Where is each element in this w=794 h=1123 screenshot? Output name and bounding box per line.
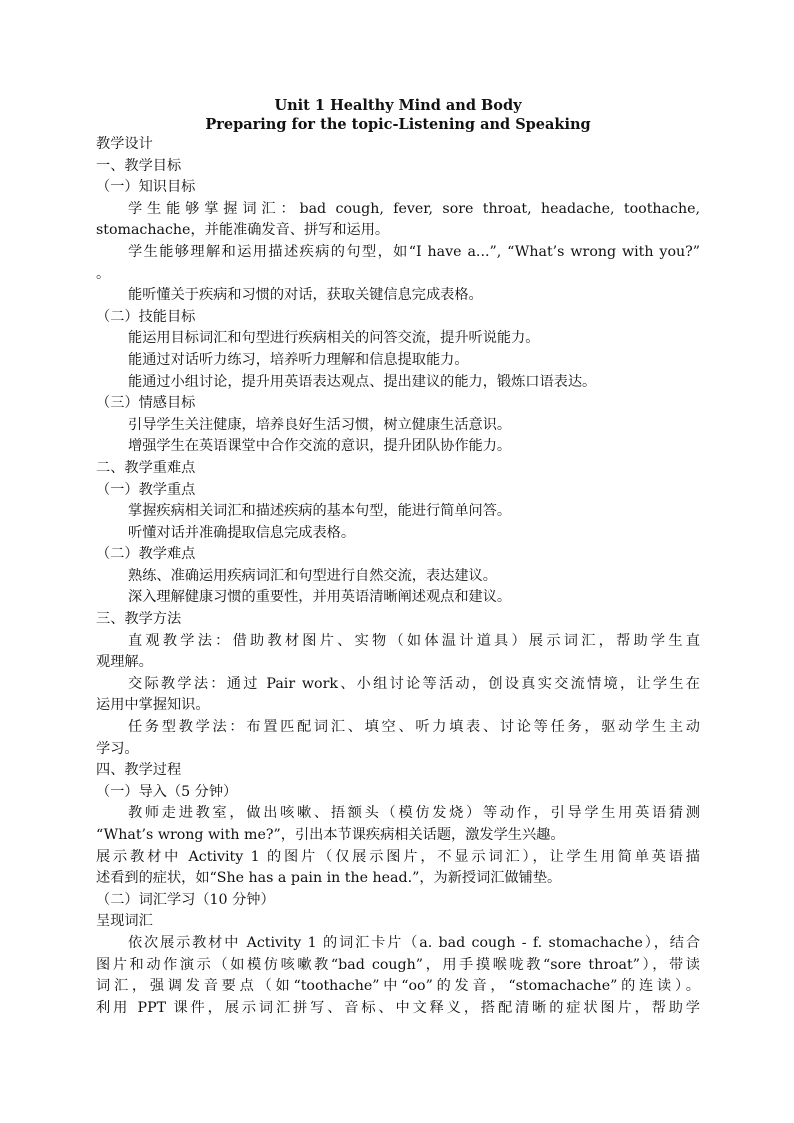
paragraph-line: 图片和动作演示（如模仿咳嗽教“bad cough”，用手摸喉咙教“sore throat”），带读 xyxy=(96,956,700,973)
paragraph-line: 能通过对话听力练习，培养听力理解和信息提取能力。 xyxy=(128,351,469,368)
paragraph-line: 述看到的症状，如“She has a pain in the head.”，为新授词汇做铺垫。 xyxy=(96,870,562,887)
paragraph-line: stomachache，并能准确发音、拼写和运用。 xyxy=(96,222,390,239)
paragraph-line: 观理解。 xyxy=(96,654,153,671)
subsection-heading: （一）教学重点 xyxy=(96,481,196,498)
paragraph-line: 词汇，强调发音要点（如“toothache”中“oo”的发音，“stomachache”的连读）。 xyxy=(96,978,700,995)
subsection-heading: （二）词汇学习（10 分钟） xyxy=(96,891,275,908)
paragraph-line: 掌握疾病相关词汇和描述疾病的基本句型，能进行简单问答。 xyxy=(128,503,512,520)
paragraph-line: 能听懂关于疾病和习惯的对话，获取关键信息完成表格。 xyxy=(128,287,483,304)
paragraph-line: 直观教学法：借助教材图片、实物（如体温计道具）展示词汇，帮助学生直 xyxy=(128,632,700,649)
paragraph-line: 引导学生关注健康，培养良好生活习惯，树立健康生活意识。 xyxy=(128,416,512,433)
paragraph-line: 展示教材中 Activity 1 的图片（仅展示图片，不显示词汇），让学生用简单英语描 xyxy=(96,848,700,865)
doc-label: 教学设计 xyxy=(96,136,153,152)
section-heading: 三、教学方法 xyxy=(96,611,182,628)
unit-title: Unit 1 Healthy Mind and Body xyxy=(274,97,522,114)
paragraph-line: 深入理解健康习惯的重要性，并用英语清晰阐述观点和建议。 xyxy=(128,589,512,606)
paragraph-line: 运用中掌握知识。 xyxy=(96,697,210,714)
lesson-subtitle: Preparing for the topic-Listening and Speaking xyxy=(205,116,591,133)
section-heading: 二、教学重难点 xyxy=(96,459,196,476)
section-heading: 四、教学过程 xyxy=(96,762,182,779)
paragraph-line: 。 xyxy=(96,265,111,282)
paragraph-line: 熟练、准确运用疾病词汇和句型进行自然交流，表达建议。 xyxy=(128,567,497,584)
paragraph-line: 教师走进教室，做出咳嗽、捂额头（模仿发烧）等动作，引导学生用英语猜测 xyxy=(128,805,700,822)
paragraph-line: 交际教学法：通过 Pair work、小组讨论等活动，创设真实交流情境，让学生在 xyxy=(128,675,700,692)
paragraph-line: 任务型教学法：布置匹配词汇、填空、听力填表、讨论等任务，驱动学生主动 xyxy=(128,719,700,736)
paragraph-line: 能通过小组讨论，提升用英语表达观点、提出建议的能力，锻炼口语表达。 xyxy=(128,373,597,390)
paragraph-heading: 呈现词汇 xyxy=(96,913,153,930)
document-page xyxy=(96,96,700,1019)
paragraph-line: 学生能够理解和运用描述疾病的句型，如“I have a...”, “What’s wrong with you?” xyxy=(128,243,700,260)
paragraph-line: 听懂对话并准确提取信息完成表格。 xyxy=(128,524,356,541)
paragraph-line: 增强学生在英语课堂中合作交流的意识，提升团队协作能力。 xyxy=(128,438,512,455)
subsection-heading: （二）技能目标 xyxy=(96,308,196,325)
paragraph-line: 学习。 xyxy=(96,740,139,757)
subsection-heading: （二）教学难点 xyxy=(96,546,196,563)
section-heading: 一、教学目标 xyxy=(96,157,182,174)
paragraph-line: 依次展示教材中 Activity 1 的词汇卡片（a. bad cough - f. stomachache），结合 xyxy=(128,934,700,951)
subsection-heading: （一）导入（5 分钟） xyxy=(96,783,238,800)
subsection-heading: （三）情感目标 xyxy=(96,395,196,412)
paragraph-line: 能运用目标词汇和句型进行疾病相关的问答交流，提升听说能力。 xyxy=(128,330,540,347)
paragraph-line: “What’s wrong with me?”，引出本节课疾病相关话题，激发学生兴趣。 xyxy=(96,827,565,843)
paragraph-line: 利用 PPT 课件，展示词汇拼写、音标、中文释义，搭配清晰的症状图片，帮助学 xyxy=(96,999,700,1016)
subsection-heading: （一）知识目标 xyxy=(96,179,196,196)
paragraph-line: 学生能够掌握词汇：bad cough, fever, sore throat, headache, toothache, xyxy=(128,200,700,217)
